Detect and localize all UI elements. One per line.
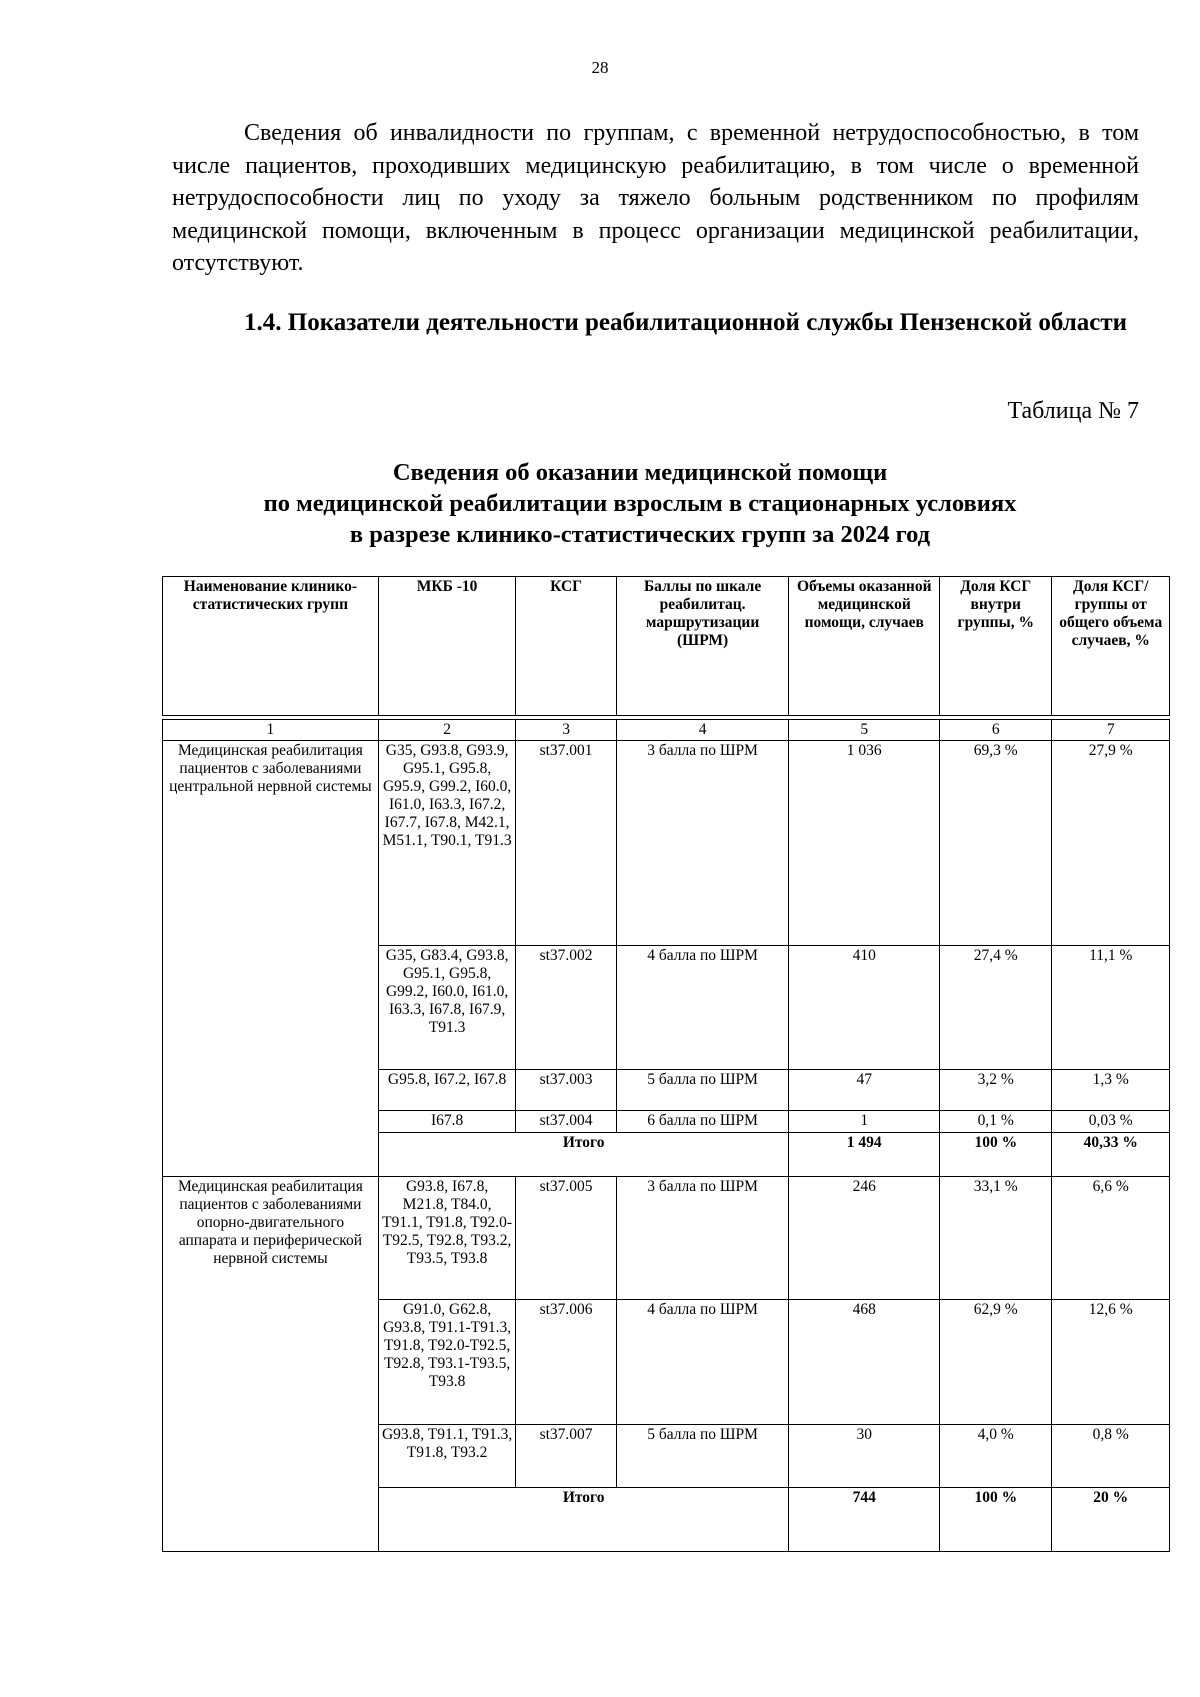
share-total-cell: 6,6 % xyxy=(1052,1177,1170,1300)
header-cell: МКБ -10 xyxy=(378,577,516,716)
mkb-cell: I67.8 xyxy=(378,1111,516,1133)
ksg-cell: st37.003 xyxy=(516,1070,616,1111)
shrm-cell: 6 балла по ШРМ xyxy=(616,1111,789,1133)
ksg-cell: st37.002 xyxy=(516,946,616,1070)
ksg-cell: st37.001 xyxy=(516,741,616,946)
share-group-cell: 27,4 % xyxy=(940,946,1052,1070)
total-share-total: 40,33 % xyxy=(1052,1133,1170,1177)
header-cell: Баллы по шкале реабилитац. маршрутизации (ШРМ) xyxy=(616,577,789,716)
ksg-cell: st37.004 xyxy=(516,1111,616,1133)
header-cell: Доля КСГ внутри группы, % xyxy=(940,577,1052,716)
shrm-cell: 5 балла по ШРМ xyxy=(616,1070,789,1111)
total-volume: 744 xyxy=(789,1488,940,1552)
share-group-cell: 3,2 % xyxy=(940,1070,1052,1111)
volume-cell: 246 xyxy=(789,1177,940,1300)
shrm-cell: 3 балла по ШРМ xyxy=(616,1177,789,1300)
table-title-line: по медицинской реабилитации взрослым в стационарных условиях xyxy=(263,490,1017,517)
rehab-table xyxy=(162,576,1170,1552)
shrm-cell: 5 балла по ШРМ xyxy=(616,1425,789,1488)
ksg-cell: st37.006 xyxy=(516,1300,616,1425)
ksg-cell: st37.005 xyxy=(516,1177,616,1300)
table-header-row xyxy=(163,577,1170,716)
column-number: 5 xyxy=(789,720,940,741)
share-total-cell: 1,3 % xyxy=(1052,1070,1170,1111)
table-title-line: в разрезе клинико-статистических групп за 2024 год xyxy=(349,521,931,548)
volume-cell: 410 xyxy=(789,946,940,1070)
mkb-cell: G93.8, I67.8, M21.8, T84.0, T91.1, T91.8, T92.0-T92.5, T92.8, T93.2, T93.5, T93.8 xyxy=(378,1177,516,1300)
share-group-cell: 0,1 % xyxy=(940,1111,1052,1133)
mkb-cell: G35, G93.8, G93.9, G95.1, G95.8, G95.9, G99.2, I60.0, I61.0, I63.3, I67.2, I67.7, I67.8, M42.1, M51.1, T90.1, T91.3 xyxy=(378,741,516,946)
column-number: 2 xyxy=(378,720,516,741)
volume-cell: 468 xyxy=(789,1300,940,1425)
total-label: Итого xyxy=(378,1133,789,1177)
group-name: Медицинская реабилитация пациентов с заболеваниями центральной нервной системы xyxy=(163,741,379,1177)
column-number: 3 xyxy=(516,720,616,741)
intro-paragraph: Сведения об инвалидности по группам, с временной нетрудоспособностью, в том числе пациентов, проходивших медицинскую реабилитацию, в том числе о временной нетрудоспособности лиц по уходу за тяжело больным родственником по профилям медицинской помощи, включенным в процесс организации медицинской реабилитации, отсутствуют. xyxy=(172,120,1139,276)
total-share-group: 100 % xyxy=(940,1488,1052,1552)
share-group-cell: 4,0 % xyxy=(940,1425,1052,1488)
column-number: 1 xyxy=(163,720,379,741)
ksg-cell: st37.007 xyxy=(516,1425,616,1488)
shrm-cell: 4 балла по ШРМ xyxy=(616,946,789,1070)
mkb-cell: G95.8, I67.2, I67.8 xyxy=(378,1070,516,1111)
table-title-line: Сведения об оказании медицинской помощи xyxy=(392,459,888,486)
volume-cell: 30 xyxy=(789,1425,940,1488)
group-name: Медицинская реабилитация пациентов с заболеваниями опорно-двигательного аппарата и периферической нервной системы xyxy=(163,1177,379,1552)
share-total-cell: 0,8 % xyxy=(1052,1425,1170,1488)
shrm-cell: 3 балла по ШРМ xyxy=(616,741,789,946)
share-total-cell: 11,1 % xyxy=(1052,946,1170,1070)
total-label: Итого xyxy=(378,1488,789,1552)
header-cell: Доля КСГ/ группы от общего объема случаев, % xyxy=(1052,577,1170,716)
mkb-cell: G35, G83.4, G93.8, G95.1, G95.8, G99.2, I60.0, I61.0, I63.3, I67.8, I67.9, T91.3 xyxy=(378,946,516,1070)
share-total-cell: 12,6 % xyxy=(1052,1300,1170,1425)
share-group-cell: 69,3 % xyxy=(940,741,1052,946)
share-group-cell: 33,1 % xyxy=(940,1177,1052,1300)
header-cell: Объемы оказанной медицинской помощи, случаев xyxy=(789,577,940,716)
header-cell: КСГ xyxy=(516,577,616,716)
total-volume: 1 494 xyxy=(789,1133,940,1177)
total-share-group: 100 % xyxy=(940,1133,1052,1177)
table-title xyxy=(230,457,1050,550)
volume-cell: 47 xyxy=(789,1070,940,1111)
volume-cell: 1 xyxy=(789,1111,940,1133)
share-total-cell: 0,03 % xyxy=(1052,1111,1170,1133)
mkb-cell: G91.0, G62.8, G93.8, T91.1-T91.3, T91.8, T92.0-T92.5, T92.8, T93.1-T93.5, T93.8 xyxy=(378,1300,516,1425)
column-number-row xyxy=(163,720,1170,741)
section-heading: 1.4. Показатели деятельности реабилитационной службы Пензенской области xyxy=(244,309,1128,336)
header-cell: Наименование клинико-статистических групп xyxy=(163,577,379,716)
share-total-cell: 27,9 % xyxy=(1052,741,1170,946)
mkb-cell: G93.8, T91.1, T91.3, T91.8, T93.2 xyxy=(378,1425,516,1488)
table-row xyxy=(163,741,1170,946)
table-label: Таблица № 7 xyxy=(1007,398,1139,424)
total-share-total: 20 % xyxy=(1052,1488,1170,1552)
column-number: 6 xyxy=(940,720,1052,741)
volume-cell: 1 036 xyxy=(789,741,940,946)
table-row xyxy=(163,1177,1170,1300)
page-number: 28 xyxy=(591,58,609,77)
column-number: 7 xyxy=(1052,720,1170,741)
share-group-cell: 62,9 % xyxy=(940,1300,1052,1425)
shrm-cell: 4 балла по ШРМ xyxy=(616,1300,789,1425)
column-number: 4 xyxy=(616,720,789,741)
